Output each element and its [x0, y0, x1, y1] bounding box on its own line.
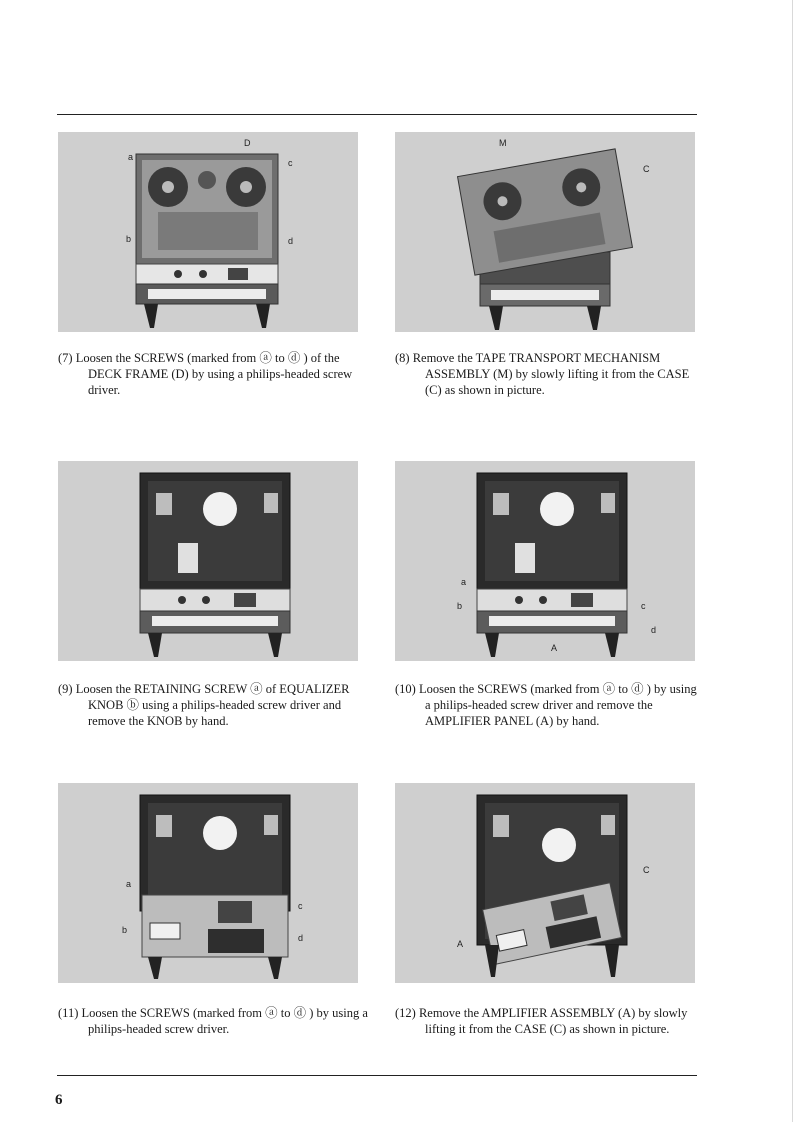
- step-text: Remove the TAPE TRANSPORT MECHANISM ASSEMBLY (M) by slowly lifting it from the CASE (C) as shown in picture.: [412, 351, 690, 397]
- caption-step-12: [395, 1005, 705, 1037]
- photo-step-11: [58, 783, 358, 983]
- photo-step-8: [395, 132, 695, 332]
- label-c: c: [288, 158, 293, 168]
- label-b: b: [126, 234, 132, 244]
- photo-step-12: [395, 783, 695, 983]
- label-m: M: [499, 138, 507, 148]
- label-d: d: [288, 236, 294, 246]
- label-b: b: [457, 601, 463, 611]
- caption-step-8: [395, 350, 705, 398]
- photo-step-9: [58, 461, 358, 661]
- label-c: c: [298, 901, 303, 911]
- step-number: (12): [395, 1006, 416, 1020]
- page-number: 6: [55, 1092, 63, 1108]
- step-number: (8): [395, 351, 410, 365]
- step-number: (7): [58, 351, 73, 365]
- tape-deck-photo-7: [58, 132, 358, 332]
- label-a: a: [461, 577, 467, 587]
- open-case-photo-9: [58, 461, 358, 661]
- label-d: d: [298, 933, 304, 943]
- step-text: Loosen the SCREWS (marked from ⓐ to ⓓ ) by using a philips-headed screw driver.: [81, 1006, 368, 1036]
- top-rule: [57, 114, 697, 115]
- amplifier-photo-12: [395, 783, 695, 983]
- step-number: (9): [58, 682, 73, 696]
- label-a: A: [457, 939, 464, 949]
- label-d: d: [651, 625, 657, 635]
- label-c: C: [643, 164, 650, 174]
- caption-step-11: [58, 1005, 373, 1037]
- label-amp-panel: A: [551, 643, 558, 653]
- caption-step-7: [58, 350, 373, 398]
- label-c: c: [641, 601, 646, 611]
- caption-step-10: [395, 681, 705, 729]
- step-text: Remove the AMPLIFIER ASSEMBLY (A) by slowly lifting it from the CASE (C) as shown in picture.: [418, 1006, 688, 1036]
- photo-step-10: [395, 461, 695, 661]
- step-number: (10): [395, 682, 416, 696]
- label-a: a: [126, 879, 132, 889]
- caption-step-9: [58, 681, 373, 729]
- step-text: Loosen the RETAINING SCREW ⓐ of EQUALIZER KNOB ⓑ using a philips-headed screw driver and remove the KNOB by hand.: [75, 682, 350, 728]
- bottom-rule: [57, 1075, 697, 1076]
- amplifier-photo-11: [58, 783, 358, 983]
- label-d-frame: D: [244, 138, 251, 148]
- label-b: b: [122, 925, 128, 935]
- step-text: Loosen the SCREWS (marked from ⓐ to ⓓ ) by using a philips-headed screw driver and remove the AMPLIFIER PANEL (A) by hand.: [418, 682, 697, 728]
- label-a: a: [128, 152, 134, 162]
- step-text: Loosen the SCREWS (marked from ⓐ to ⓓ ) of the DECK FRAME (D) by using a philips-headed screw driver.: [75, 351, 353, 397]
- label-c: C: [643, 865, 650, 875]
- step-number: (11): [58, 1006, 79, 1020]
- scan-edge-line: [792, 0, 793, 1122]
- photo-step-7: [58, 132, 358, 332]
- tape-deck-photo-8: [395, 132, 695, 332]
- open-case-photo-10: [395, 461, 695, 661]
